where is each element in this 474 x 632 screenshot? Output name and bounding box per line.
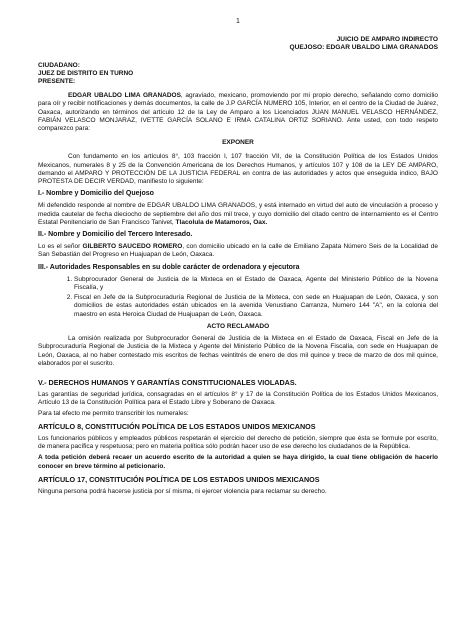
- section-2-heading: II.- Nombre y Domicilio del Tercero Interesado.: [38, 231, 193, 239]
- third-party-name: GILBERTO SAUCEDO ROMERO: [82, 243, 183, 251]
- complainant-name: EDGAR UBALDO LIMA GRANADOS: [68, 92, 181, 100]
- case-type: JUICIO DE AMPARO INDIRECTO: [336, 36, 438, 44]
- article-8-paragraph: Los funcionarios públicos y empleados públicos respetarán el ejercicio del derecho de petición, siempre que ésta se formule por escrito, de manera pacífica y respetuosa; pero en materia política sólo podrán hacer uso de ese derecho los ciudadanos de la República.: [38, 434, 438, 451]
- section-1-heading: I.- Nombre y Domicilio del Quejoso: [38, 190, 154, 198]
- addressee-line-1: CIUDADANO:: [38, 61, 80, 69]
- section-3-heading: III.- Autoridades Responsables en su doble carácter de ordenadora y ejecutora: [38, 263, 300, 271]
- acto-heading: ACTO RECLAMADO: [206, 322, 270, 330]
- article-8-heading: ARTÍCULO 8, CONSTITUCIÓN POLÍTICA DE LOS ESTADOS UNIDOS MEXICANOS: [38, 421, 316, 431]
- addressee-line-3: PRESENTE:: [38, 78, 76, 86]
- article-17-paragraph: Ninguna persona podrá hacerse justicia por sí misma, ni ejercer violencia para reclamar su derecho.: [38, 487, 327, 495]
- section-5-paragraph: Las garantías de seguridad jurídica, consagradas en el artículos 8° y 17 de la Constitución Política de los Estados Unidos Mexicanos, Artículo 13 de la Constitución Política para el Estado Libre y Soberano de Oaxaca.: [38, 391, 438, 407]
- addressee-line-2: JUEZ DE DISTRITO EN TURNO: [38, 69, 134, 77]
- article-17-heading: ARTÍCULO 17, CONSTITUCIÓN POLÍTICA DE LOS ESTADOS UNIDOS MEXICANOS: [38, 474, 320, 484]
- complainant: QUEJOSO: EDGAR UBALDO LIMA GRANADOS: [289, 44, 438, 52]
- section-5-heading: V.- DERECHOS HUMANOS Y GARANTÍAS CONSTITUCIONALES VIOLADAS.: [38, 377, 297, 387]
- section-1-paragraph: Mi defendido responde al nombre de EDGAR UBALDO LIMA GRANADOS, y está internado en virtud del auto de vinculación a proceso y medida cautelar de fecha dieciocho de septiembre del año dos mil trece, y cuyo domicilio del citado centro de internamiento es el Centro Estatal Penitenciario de San Francisco Tanivet, Tlacolula de Matamoros, Oax.: [38, 202, 438, 226]
- list-item: 2. Fiscal en Jefe de la Subprocuraduría Regional de Justicia de la Mixteca, con sede en Huajuapan de León, Oaxaca, y son domicilios de estas autoridades están ubicados en la avenida Venustiano Carranza, Numero 144 "A", en la colonia del maestro en esta Heroica Ciudad de Huajuapan de León, Oaxaca.: [74, 294, 438, 319]
- section-5-note: Para tal efecto me permito transcribir los numerales:: [38, 409, 189, 417]
- acto-paragraph: La omisión realizada por Subprocurador General de Justicia de la Mixteca en el Estado de Oaxaca, Fiscal en Jefe de la Subprocuraduría Regional de Justicia de la Mixteca y Agente del Ministerio Público de la Novena Fiscalía, con sede en Huajuapan de León, Oaxaca, al no haber contestado mis escritos de fechas veintitrés de enero de dos mil quince y trece de marzo de dos mil quince, elaborados por el suscrito.: [38, 335, 438, 367]
- list-item: 1. Subprocurador General de Justicia de la Mixteca en el Estado de Oaxaca, Agente del Ministerio Público de la Novena Fiscalía, y: [74, 276, 438, 292]
- exponer-paragraph: Con fundamento en los artículos 8°, 103 fracción I, 107 fracción VII, de la Constitución Política de los Estados Unidos Mexicanos, numerales 8 y 25 de la Convención Americana de los Derechos Humanos, y artículos 107 y 108 de la LEY DE AMPARO, demando el AMPARO Y PROTECCIÓN DE LA JUSTICIA FEDERAL en contra de las autoridades y actos que enseguida indico, BAJO PROTESTA DE DECIR VERDAD, manifiesto lo siguiente:: [38, 153, 438, 186]
- intro-paragraph: EDGAR UBALDO LIMA GRANADOS, agraviado, mexicano, promoviendo por mi propio derecho, señalando como domicilio para oír y recibir notificaciones y demás documentos, la calle de J.P GARCÍA NUMERO 105, Interior, en el centro de la Ciudad de Juárez, Oaxaca, autorizando en términos del artículo 12 de la Ley de Amparo a los Licenciados JUAN MANUEL VELASCO HERNÁNDEZ, FABIÁN VELASCO MONJARAZ, IVETTE GARCÍA SOLANO E IRMA CATALINA ORTIZ SORIANO. Ante usted, con todo respeto comparezco para:: [38, 92, 438, 133]
- page-number: 1: [236, 18, 240, 25]
- section-2-paragraph: Lo es el señor GILBERTO SAUCEDO ROMERO, con domicilio ubicado en la calle de Emiliano Zapata Número Seis de la Localidad de San Sebastián del Progreso en Huajuapan de León, Oaxaca.: [38, 243, 438, 259]
- authorities-list: [38, 276, 438, 319]
- article-8-bold-paragraph: A toda petición deberá recaer un acuerdo escrito de la autoridad a quien se haya dirigido, la cual tiene obligación de hacerlo conocer en breve término al peticionario.: [38, 454, 438, 470]
- exponer-heading: EXPONER: [222, 139, 254, 147]
